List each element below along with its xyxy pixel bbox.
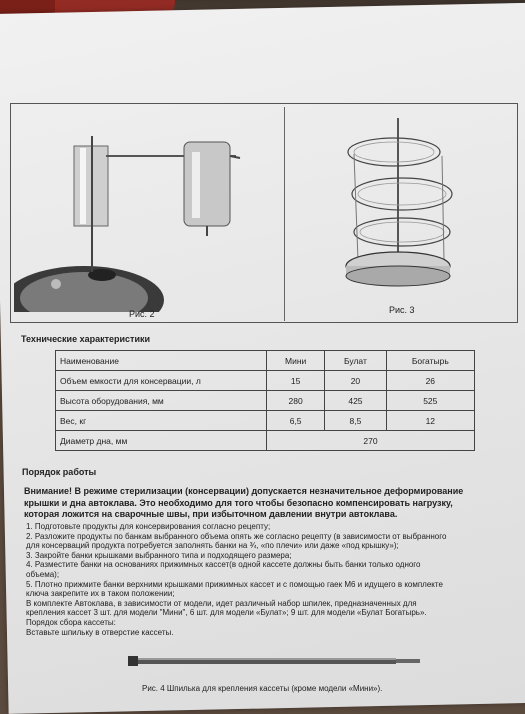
table-cell-name: Объем емкости для консервации, л — [56, 371, 267, 391]
step-line: В комплекте Автоклава, в зависимости от модели, идет различный набор шпилек, предназначенных для — [26, 598, 417, 608]
table-row — [56, 391, 475, 411]
table-header-cell: Мини — [267, 351, 325, 371]
table-cell-name: Диаметр дна, мм — [56, 431, 267, 451]
step-line: 4. Разместите банки на основаниях прижимных кассет(в одной кассете должны быть банки только одного — [26, 560, 421, 570]
table-header-cell: Богатырь — [386, 351, 474, 371]
table-cell: 6,5 — [267, 411, 325, 431]
specs-title: Технические характеристики — [21, 334, 151, 344]
step-line: Вставьте шпильку в отверстие кассеты. — [26, 627, 174, 637]
step-line: объема); — [26, 569, 60, 579]
steps-list — [26, 522, 514, 637]
step-line: Порядок сбора кассеты: — [26, 617, 116, 627]
figure-3-caption: Рис. 3 — [389, 305, 415, 315]
table-header-cell: Наименование — [56, 351, 267, 371]
attention-line: Внимание! В режиме стерилизации (консервации) допускается незначительное деформирование — [24, 486, 464, 496]
figure-4-caption: Рис. 4 Шпилька для крепления кассеты (кроме модели «Мини»). — [142, 684, 383, 693]
figure-3-image — [330, 110, 470, 300]
attention-line: которая ложится на сварочные швы, при избыточном давлении внутри автоклава. — [24, 509, 398, 519]
specs-table — [55, 350, 475, 451]
attention-note — [24, 486, 514, 521]
table-row — [56, 431, 475, 451]
step-line: 5. Плотно прижмите банки верхними крышками прижимных кассет и с помощью гаек М6 и идущего в комплекте — [26, 579, 443, 589]
table-cell: 525 — [386, 391, 474, 411]
table-cell: 8,5 — [325, 411, 386, 431]
table-header-row — [56, 351, 475, 371]
table-cell: 270 — [267, 431, 475, 451]
step-line: 2. Разложите продукты по банкам выбранного объема опять же согласно рецепту (в зависимости от выбранного — [26, 531, 447, 541]
table-row — [56, 371, 475, 391]
step-line: крепления кассет 3 шт. для модели "Мини", 6 шт. для модели «Булат»; 9 шт. для модели «Булат Богатырь». — [26, 608, 427, 618]
figure-2-image — [14, 112, 278, 312]
table-cell: 15 — [267, 371, 325, 391]
step-line: для консерваций продукта потребуется заполнять банки на ¾, «по плечи» или даже «под крышку»); — [26, 541, 399, 551]
table-row — [56, 411, 475, 431]
table-cell-name: Высота оборудования, мм — [56, 391, 267, 411]
step-line: 1. Подготовьте продукты для консервирования согласно рецепту; — [26, 522, 271, 531]
table-cell: 20 — [325, 371, 386, 391]
table-cell: 425 — [325, 391, 386, 411]
figure-2-caption: Рис. 2 — [129, 309, 155, 319]
table-header-cell: Булат — [325, 351, 386, 371]
table-cell-name: Вес, кг — [56, 411, 267, 431]
step-line: ключа закрепите их в таком положении; — [26, 589, 175, 599]
step-line: 3. Закройте банки крышками выбранного типа и подходящего размера; — [26, 550, 292, 560]
table-cell: 26 — [386, 371, 474, 391]
figure-divider — [284, 107, 285, 321]
figure-4-image — [128, 646, 428, 676]
table-cell: 280 — [267, 391, 325, 411]
attention-line: крышки и дна автоклава. Это необходимо для того чтобы безопасно компенсировать нагрузку, — [24, 497, 453, 508]
table-cell: 12 — [386, 411, 474, 431]
work-order-title: Порядок работы — [22, 467, 97, 477]
